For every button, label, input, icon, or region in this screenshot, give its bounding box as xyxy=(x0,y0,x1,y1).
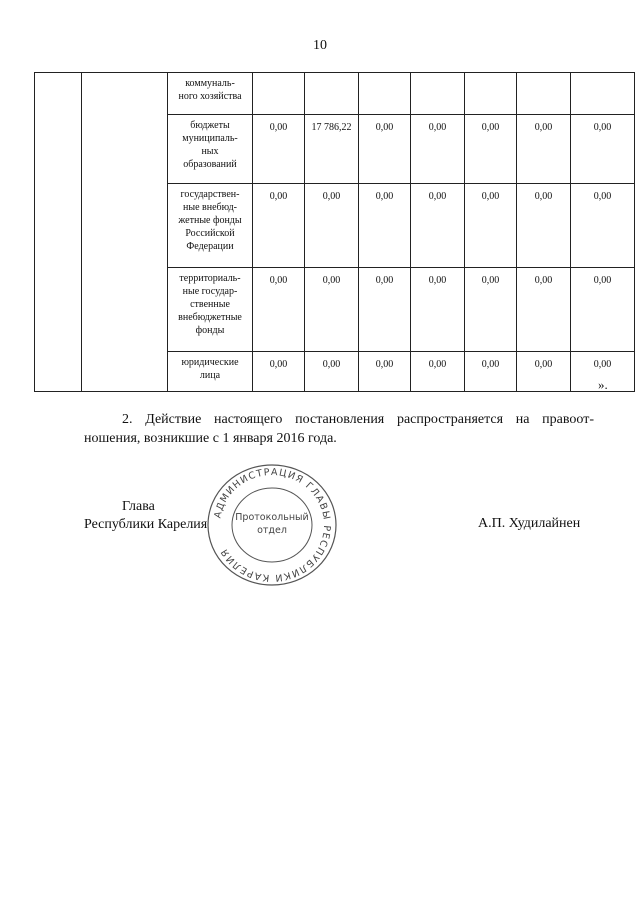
value-cell: 0,00 xyxy=(411,268,465,352)
value-cell: 0,00 xyxy=(305,268,359,352)
paragraph-line: ношения, возникшие с 1 января 2016 года. xyxy=(84,431,337,446)
source-line: образований xyxy=(183,159,237,170)
value-cell xyxy=(571,73,635,115)
source-line: коммуналь- xyxy=(185,78,235,89)
source-line: внебюджетные xyxy=(178,312,242,323)
source-line: бюджеты xyxy=(190,120,230,131)
value-cell: 0,00 xyxy=(571,352,635,392)
page-number: 10 xyxy=(313,38,327,53)
source-line: ного хозяйства xyxy=(178,91,242,102)
value-cell: 0,00 xyxy=(411,184,465,268)
closing-quote: ». xyxy=(598,377,608,392)
value-cell: 0,00 xyxy=(465,268,517,352)
source-line: жетные фонды xyxy=(178,215,242,226)
source-line: ных xyxy=(201,146,219,157)
signatory-title-line: Республики Карелия xyxy=(84,517,208,532)
value-cell: 0,00 xyxy=(359,115,411,184)
source-line: государствен- xyxy=(180,189,240,200)
value-cell: 0,00 xyxy=(253,268,305,352)
source-line: ные внебюд- xyxy=(183,202,237,213)
body-paragraph xyxy=(84,410,594,448)
value-cell: 0,00 xyxy=(359,184,411,268)
value-cell: 17 786,22 xyxy=(305,115,359,184)
value-cell: 0,00 xyxy=(571,184,635,268)
value-cell xyxy=(305,73,359,115)
table-row xyxy=(35,73,635,115)
seal-center-line: отдел xyxy=(257,525,287,536)
source-line: территориаль- xyxy=(179,273,241,284)
value-cell: 0,00 xyxy=(517,352,571,392)
source-cell xyxy=(168,73,253,115)
value-cell xyxy=(253,73,305,115)
budget-table xyxy=(34,72,635,392)
source-line: Российской xyxy=(185,228,235,239)
paragraph-line: 2. Действие настоящего постановления распространяется на правоот- xyxy=(122,412,594,427)
value-cell: 0,00 xyxy=(253,115,305,184)
source-line: Федерации xyxy=(186,241,234,252)
value-cell xyxy=(359,73,411,115)
value-cell xyxy=(411,73,465,115)
seal-ring-text: АДМИНИСТРАЦИЯ ГЛАВЫ РЕСПУБЛИКИ КАРЕЛИЯ xyxy=(212,466,333,584)
empty-cell xyxy=(35,73,82,392)
value-cell: 0,00 xyxy=(411,115,465,184)
empty-cell xyxy=(82,73,168,392)
value-cell: 0,00 xyxy=(359,268,411,352)
value-cell: 0,00 xyxy=(517,115,571,184)
seal-center-line: Протокольный xyxy=(235,512,309,523)
official-seal xyxy=(204,462,340,588)
source-line: юридические xyxy=(181,357,239,368)
value-cell: 0,00 xyxy=(411,352,465,392)
value-cell: 0,00 xyxy=(571,115,635,184)
source-cell xyxy=(168,115,253,184)
value-cell: 0,00 xyxy=(465,115,517,184)
value-cell xyxy=(517,73,571,115)
value-cell xyxy=(465,73,517,115)
source-line: муниципаль- xyxy=(182,133,238,144)
value-cell: 0,00 xyxy=(517,268,571,352)
value-cell: 0,00 xyxy=(465,184,517,268)
value-cell: 0,00 xyxy=(571,268,635,352)
source-line: лица xyxy=(199,370,221,381)
source-line: фонды xyxy=(195,325,225,336)
value-cell: 0,00 xyxy=(517,184,571,268)
value-cell: 0,00 xyxy=(305,352,359,392)
source-line: ственные xyxy=(190,299,230,310)
value-cell: 0,00 xyxy=(359,352,411,392)
source-cell xyxy=(168,352,253,392)
value-cell: 0,00 xyxy=(465,352,517,392)
source-cell xyxy=(168,184,253,268)
signatory-title-line: Глава xyxy=(122,499,155,514)
value-cell: 0,00 xyxy=(305,184,359,268)
source-line: ные государ- xyxy=(182,286,238,297)
signatory-title xyxy=(84,498,207,534)
value-cell: 0,00 xyxy=(253,352,305,392)
value-cell: 0,00 xyxy=(253,184,305,268)
signatory-name: А.П. Худилайнен xyxy=(478,516,581,531)
source-cell xyxy=(168,268,253,352)
